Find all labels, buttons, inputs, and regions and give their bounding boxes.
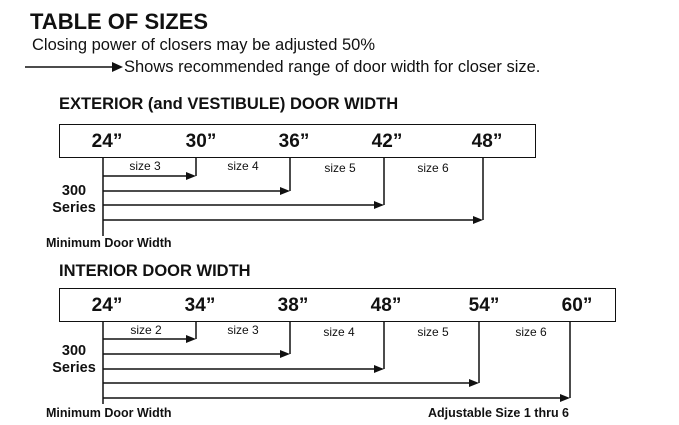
interior-size-label: size 4	[323, 325, 355, 339]
exterior-width-label: 48”	[471, 131, 503, 152]
exterior-size-label: size 5	[324, 161, 356, 175]
exterior-size-label: size 3	[129, 159, 161, 173]
exterior-heading: EXTERIOR (and VESTIBULE) DOOR WIDTH	[59, 95, 399, 113]
exterior-width-label: 42”	[371, 131, 403, 152]
exterior-width-label: 30”	[185, 131, 217, 152]
interior-width-label: 34”	[184, 295, 216, 316]
interior-size-label: size 5	[417, 325, 449, 339]
exterior-series-number: 300	[61, 183, 87, 199]
interior-width-label: 24”	[91, 295, 123, 316]
exterior-width-label: 24”	[91, 131, 123, 152]
interior-width-label: 60”	[561, 295, 593, 316]
subtitle: Closing power of closers may be adjusted 50%	[32, 36, 376, 54]
exterior-size-label: size 6	[417, 161, 449, 175]
exterior-min-door-width: Minimum Door Width	[46, 236, 172, 250]
exterior-series-word: Series	[52, 200, 96, 216]
page-title: TABLE OF SIZES	[30, 9, 209, 34]
interior-width-label: 38”	[277, 295, 309, 316]
interior-min-door-width: Minimum Door Width	[46, 406, 172, 420]
interior-series-word: Series	[52, 360, 96, 376]
interior-series-number: 300	[61, 343, 87, 359]
exterior-width-label: 36”	[278, 131, 310, 152]
interior-adjustable-label: Adjustable Size 1 thru 6	[428, 406, 570, 420]
interior-width-label: 48”	[370, 295, 402, 316]
interior-width-label: 54”	[468, 295, 500, 316]
exterior-size-label: size 4	[227, 159, 259, 173]
interior-size-label: size 6	[515, 325, 547, 339]
legend-text: Shows recommended range of door width for closer size.	[124, 58, 541, 76]
interior-size-label: size 2	[130, 323, 162, 337]
interior-heading: INTERIOR DOOR WIDTH	[59, 262, 251, 280]
interior-size-label: size 3	[227, 323, 259, 337]
